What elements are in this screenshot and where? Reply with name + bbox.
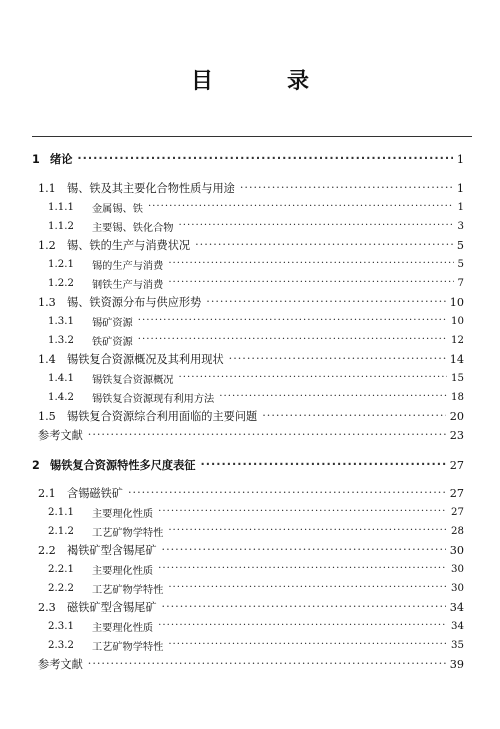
toc-number: 2 (32, 458, 40, 472)
toc-title: 锡、铁及其主要化合物性质与用途 (67, 182, 235, 195)
toc-page: 14 (449, 352, 464, 366)
toc-entry (48, 617, 464, 635)
toc-title: 锡、铁资源分布与供应形势 (67, 296, 202, 309)
toc-page: 5 (456, 238, 464, 252)
toc-entry (38, 541, 464, 559)
toc-page: 27 (449, 458, 464, 472)
toc-number: 2.1 (38, 486, 56, 500)
dot-leader (168, 579, 447, 597)
toc-title: 锡的生产与消费 (92, 260, 164, 272)
toc-number: 1.3 (38, 295, 56, 309)
toc-entry (38, 179, 464, 197)
toc-page: 15 (451, 372, 464, 384)
toc-number: 1.4.1 (48, 372, 74, 384)
dot-leader (168, 636, 447, 654)
toc-entry (48, 369, 464, 387)
toc-entry (48, 312, 464, 330)
toc-title: 工艺矿物学特性 (92, 641, 164, 653)
toc-number: 1.3.2 (48, 334, 74, 346)
toc-number: 2.3.2 (48, 639, 74, 651)
toc-entry (32, 150, 464, 168)
toc-page: 1 (456, 152, 464, 166)
toc-title: 主要理化性质 (92, 622, 154, 634)
toc-number: 1.1 (38, 181, 56, 195)
dot-leader (240, 179, 453, 197)
toc-page: 10 (449, 295, 464, 309)
toc-number: 1.3.1 (48, 315, 74, 327)
toc-number: 2.2.2 (48, 582, 74, 594)
toc-title: 金属锡、铁 (92, 203, 143, 215)
toc-title: 含锡磁铁矿 (67, 487, 123, 500)
dot-leader (229, 350, 446, 368)
toc-number: 1.1.1 (48, 201, 74, 213)
toc-page: 27 (449, 486, 464, 500)
dot-leader (138, 331, 447, 349)
toc-entry (48, 636, 464, 654)
toc-title: 主要锡、铁化合物 (92, 222, 174, 234)
toc-number: 2.2 (38, 543, 56, 557)
toc-number: 2.2.1 (48, 563, 74, 575)
toc-page: 1 (457, 201, 464, 213)
dot-leader (148, 198, 454, 216)
toc-entry (48, 388, 464, 406)
toc-entry (38, 293, 464, 311)
toc-page: 7 (457, 277, 464, 289)
toc-number: 2.3.1 (48, 620, 74, 632)
toc-title: 绪论 (50, 153, 73, 166)
dot-leader (158, 503, 447, 521)
dot-leader (88, 426, 446, 444)
toc-title: 主要理化性质 (92, 565, 154, 577)
toc-entry (48, 560, 464, 578)
toc-title: 工艺矿物学特性 (92, 584, 164, 596)
toc-title: 参考文献 (38, 429, 83, 442)
dot-leader (168, 274, 453, 292)
toc-number: 2.1.2 (48, 525, 74, 537)
toc-page: 3 (457, 220, 464, 232)
toc-page: 39 (449, 657, 464, 671)
toc-entry (38, 484, 464, 502)
dot-leader (158, 617, 447, 635)
dot-leader (168, 255, 453, 273)
toc-title: 锡矿资源 (92, 317, 133, 329)
toc-title: 工艺矿物学特性 (92, 527, 164, 539)
toc-entry (48, 274, 464, 292)
toc-entry (38, 426, 464, 444)
dot-leader (162, 541, 446, 559)
dot-leader (200, 456, 445, 474)
dot-leader (158, 560, 447, 578)
toc-entry (48, 255, 464, 273)
toc-entry (38, 598, 464, 616)
toc-number: 1.4 (38, 352, 56, 366)
toc-number: 2.3 (38, 600, 56, 614)
dot-leader (128, 484, 446, 502)
toc-page: 30 (449, 543, 464, 557)
dot-leader (179, 217, 454, 235)
toc-page: 34 (451, 620, 464, 632)
toc-page: 5 (457, 258, 464, 270)
toc-title: 铁矿资源 (92, 336, 133, 348)
toc-entry (38, 407, 464, 425)
toc-page: 20 (449, 409, 464, 423)
toc-title: 磁铁矿型含锡尾矿 (67, 601, 157, 614)
toc-title: 锡铁复合资源特性多尺度表征 (50, 459, 196, 472)
dot-leader (206, 293, 445, 311)
toc-number: 1 (32, 152, 40, 166)
toc-number: 1.1.2 (48, 220, 74, 232)
toc-number: 1.5 (38, 409, 56, 423)
toc-entry (38, 236, 464, 254)
toc-title: 钢铁生产与消费 (92, 279, 164, 291)
toc-title: 锡铁复合资源现有利用方法 (92, 393, 215, 405)
dot-leader (138, 312, 447, 330)
toc-page: 35 (451, 639, 464, 651)
toc-page: 10 (451, 315, 464, 327)
toc-entry (38, 350, 464, 368)
toc-entry (48, 331, 464, 349)
toc-entry (48, 579, 464, 597)
dot-leader (162, 598, 446, 616)
toc-page: 28 (451, 525, 464, 537)
toc-number: 1.2.1 (48, 258, 74, 270)
toc-title: 锡、铁的生产与消费状况 (67, 239, 191, 252)
toc-title: 锡铁复合资源概况 (92, 374, 174, 386)
toc-title: 主要理化性质 (92, 508, 154, 520)
toc-page: 34 (449, 600, 464, 614)
toc-title: 参考文献 (38, 658, 83, 671)
dot-leader (179, 369, 448, 387)
toc-number: 1.2 (38, 238, 56, 252)
dot-leader (88, 655, 446, 673)
toc-page: 30 (451, 563, 464, 575)
dot-leader (262, 407, 446, 425)
toc-title: 锡铁复合资源概况及其利用现状 (67, 353, 224, 366)
dot-leader (195, 236, 453, 254)
toc-title: 锡铁复合资源综合利用面临的主要问题 (67, 410, 258, 423)
toc-number: 2.1.1 (48, 506, 74, 518)
toc-page: 1 (456, 181, 464, 195)
toc-number: 1.4.2 (48, 391, 74, 403)
toc-number: 1.2.2 (48, 277, 74, 289)
toc-page: 12 (451, 334, 464, 346)
toc-entry (48, 522, 464, 540)
dot-leader (77, 150, 452, 168)
dot-leader (168, 522, 447, 540)
toc-page: 23 (449, 428, 464, 442)
page-title: 目 录 (190, 69, 335, 94)
toc-page: 27 (451, 506, 464, 518)
toc-entry (32, 456, 464, 474)
toc-entry (48, 503, 464, 521)
toc-page: 18 (451, 391, 464, 403)
title-divider (32, 136, 472, 137)
toc-entry (48, 217, 464, 235)
toc-entry (38, 655, 464, 673)
toc-entry (48, 198, 464, 216)
dot-leader (219, 388, 447, 406)
toc-page: 30 (451, 582, 464, 594)
toc-title: 褐铁矿型含锡尾矿 (67, 544, 157, 557)
